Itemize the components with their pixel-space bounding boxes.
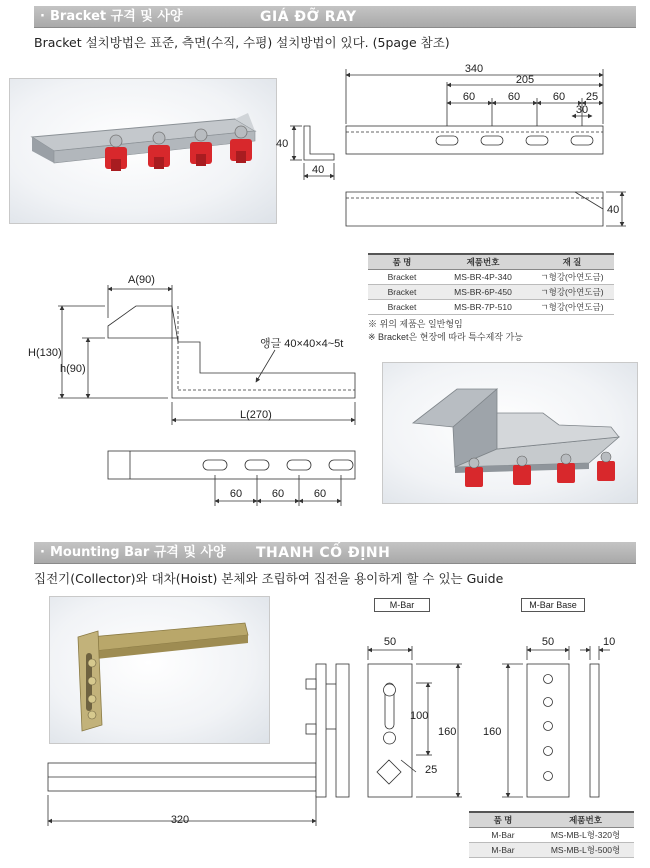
bracket-title-kr: Bracket 규격 및 사양 bbox=[50, 9, 183, 24]
bracket-title-vn: GIÁ ĐỠ RAY bbox=[260, 9, 357, 25]
table-cell: M-Bar bbox=[469, 842, 537, 857]
angle-label: 앵글 40×40×4~5t bbox=[260, 338, 344, 350]
dim-width: 40 bbox=[312, 164, 325, 176]
dim-span: 205 bbox=[515, 74, 535, 86]
dim-lower-pitch-2: 60 bbox=[271, 488, 285, 500]
dim-side: 40 bbox=[607, 204, 620, 216]
mounting-title-vn: THANH CỐ ĐỊNH bbox=[256, 545, 391, 561]
mounting-bar-photo bbox=[49, 596, 270, 744]
dim-pitch-3: 60 bbox=[552, 91, 566, 103]
mounting-section-header bbox=[34, 542, 636, 564]
dim-base-width: 50 bbox=[541, 636, 555, 648]
table-row bbox=[368, 299, 614, 314]
dim-l: L(270) bbox=[240, 409, 272, 421]
mbar-label: M-Bar bbox=[374, 598, 430, 612]
assembly-connector-4 bbox=[597, 452, 615, 481]
table-cell: Bracket bbox=[368, 284, 436, 299]
table-header: 품 명 bbox=[469, 812, 537, 827]
dim-mbar-inner: 100 bbox=[410, 710, 429, 722]
dim-end: 25 bbox=[585, 91, 599, 103]
dim-total: 340 bbox=[464, 63, 484, 75]
dim-pitch-1: 60 bbox=[462, 91, 476, 103]
table-header: 제품번호 bbox=[537, 812, 634, 827]
table-header: 제품번호 bbox=[436, 254, 530, 269]
dim-h-total: H(130) bbox=[28, 347, 62, 359]
table-cell: ㄱ형강(아연도금) bbox=[530, 269, 614, 284]
table-header: 품 명 bbox=[368, 254, 436, 269]
table-row bbox=[368, 284, 614, 299]
dim-h: h(90) bbox=[60, 363, 86, 375]
dim-pitch-2: 60 bbox=[507, 91, 521, 103]
table-cell: MS-BR-6P-450 bbox=[436, 284, 530, 299]
note-line: ※ 위의 제품은 일반형임 bbox=[368, 319, 463, 329]
mounting-title-kr: Mounting Bar 규격 및 사양 bbox=[50, 545, 226, 560]
bracket-spec-table bbox=[368, 253, 614, 315]
table-cell: MS-BR-4P-340 bbox=[436, 269, 530, 284]
table-header: 재 질 bbox=[530, 254, 614, 269]
dim-base-height: 160 bbox=[483, 726, 502, 738]
mounting-spec-table bbox=[469, 811, 634, 858]
table-cell: MS-BR-7P-510 bbox=[436, 299, 530, 314]
table-row bbox=[469, 827, 634, 842]
table-row bbox=[469, 842, 634, 857]
table-cell: MS-MB-L형-500형 bbox=[537, 842, 634, 857]
dim-lower-pitch-1: 60 bbox=[229, 488, 243, 500]
dim-height: 40 bbox=[276, 138, 289, 150]
bracket-description: Bracket 설치방법은 표준, 측면(수직, 수평) 설치방법이 있다. (5page 참조) bbox=[34, 35, 450, 50]
dim-a: A(90) bbox=[128, 274, 155, 286]
table-row bbox=[368, 269, 614, 284]
dim-bar-length: 320 bbox=[170, 814, 190, 826]
dim-slot: 30 bbox=[575, 104, 589, 116]
bullet: · bbox=[40, 9, 45, 24]
table-cell: ㄱ형강(아연도금) bbox=[530, 284, 614, 299]
dim-lower-pitch-3: 60 bbox=[313, 488, 327, 500]
note-line: ※ Bracket은 현장에 따라 특수제작 가능 bbox=[368, 332, 523, 342]
bullet: · bbox=[40, 545, 45, 560]
table-cell: ㄱ형강(아연도금) bbox=[530, 299, 614, 314]
mounting-description: 집전기(Collector)와 대차(Hoist) 본체와 조립하여 집전을 용이하게 할 수 있는 Guide bbox=[34, 571, 504, 586]
table-cell: M-Bar bbox=[469, 827, 537, 842]
dim-base-thickness: 10 bbox=[603, 636, 616, 648]
dim-mbar-height: 160 bbox=[438, 726, 457, 738]
table-cell: Bracket bbox=[368, 299, 436, 314]
dim-mbar-square: 25 bbox=[425, 764, 438, 776]
table-cell: MS-MB-L형-320형 bbox=[537, 827, 634, 842]
dim-mbar-width: 50 bbox=[383, 636, 397, 648]
table-cell: Bracket bbox=[368, 269, 436, 284]
bracket-assembly-photo bbox=[382, 362, 638, 504]
mbar-base-label: M-Bar Base bbox=[521, 598, 585, 612]
bracket-notes bbox=[368, 318, 523, 344]
